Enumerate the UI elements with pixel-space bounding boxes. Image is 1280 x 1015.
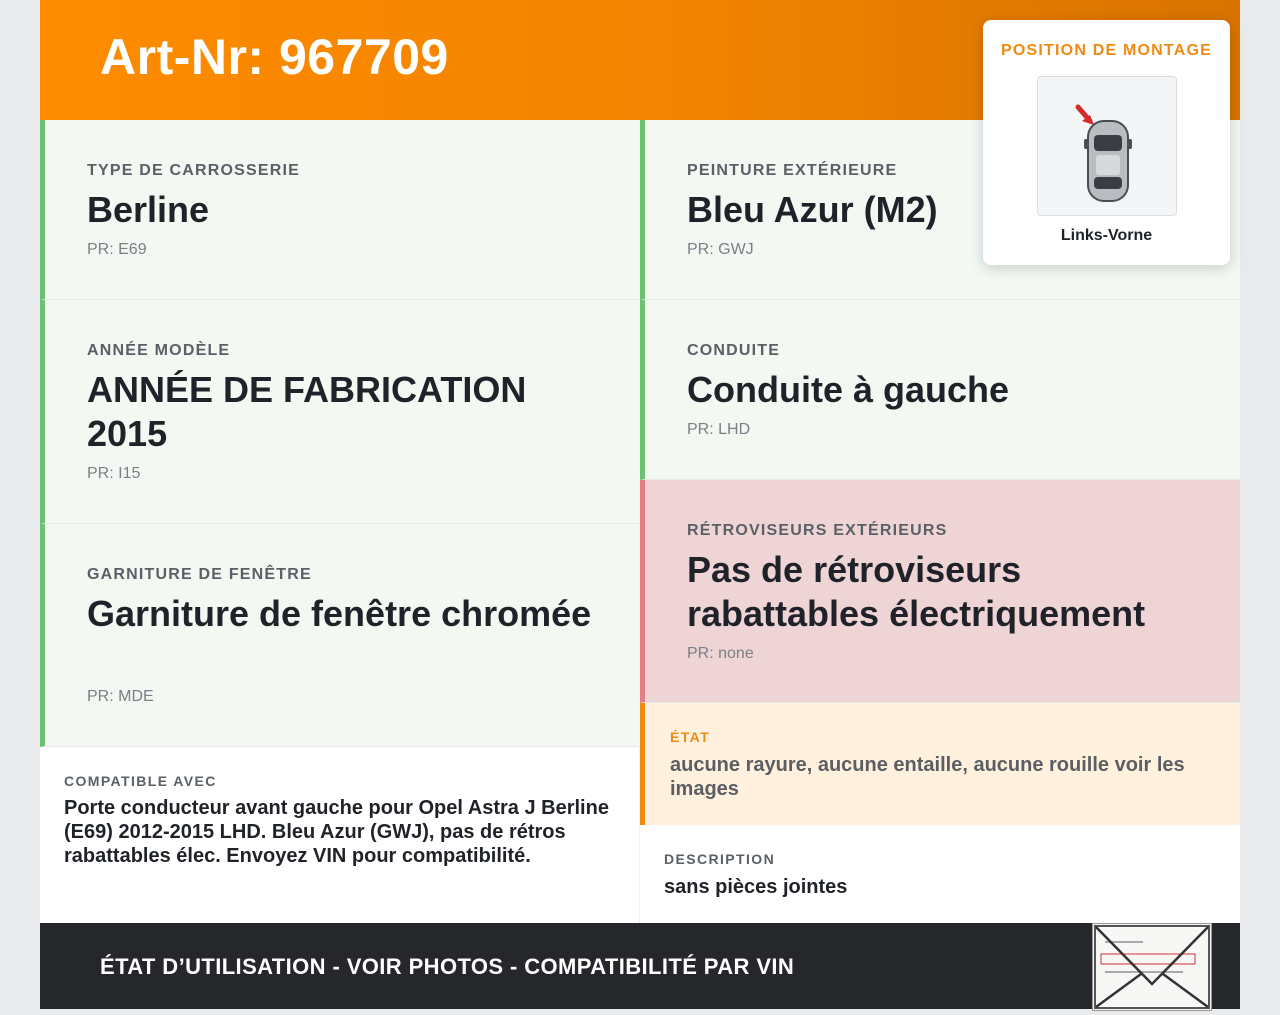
spec-pr-code: PR: I15 xyxy=(87,465,141,482)
spec-body-type xyxy=(40,120,640,300)
product-sheet xyxy=(40,0,1240,1009)
spec-pr-code: PR: LHD xyxy=(687,421,751,438)
spec-window-trim xyxy=(40,524,640,747)
mounting-position-card xyxy=(983,20,1230,265)
spec-pr-code: PR: none xyxy=(687,645,754,662)
spec-mirrors xyxy=(640,480,1240,703)
spec-label: CONDUITE xyxy=(687,342,781,359)
spec-pr-code: PR: E69 xyxy=(87,241,147,258)
spec-label: ANNÉE MODÈLE xyxy=(87,342,231,359)
car-diagram xyxy=(1037,76,1177,216)
document-thumbnail[interactable] xyxy=(1092,923,1212,1011)
footer-bar xyxy=(40,923,1240,1009)
spec-label: PEINTURE EXTÉRIEURE xyxy=(687,162,898,179)
spec-label: TYPE DE CARROSSERIE xyxy=(87,162,301,179)
spec-label: GARNITURE DE FENÊTRE xyxy=(87,566,312,583)
spec-pr-code: PR: GWJ xyxy=(687,241,754,258)
description-section xyxy=(640,825,1240,923)
article-number: Art-Nr: 967709 xyxy=(100,29,449,85)
spec-value: Garniture de fenêtre chromée xyxy=(87,593,592,634)
spec-value: Bleu Azur (M2) xyxy=(687,189,938,230)
description-text: sans pièces jointes xyxy=(664,876,848,898)
spec-model-year xyxy=(40,300,640,524)
mounting-label: POSITION DE MONTAGE xyxy=(1001,42,1212,59)
spec-label: RÉTROVISEURS EXTÉRIEURS xyxy=(687,522,948,539)
condition-text: aucune rayure, aucune entaille, aucune rouille voir les images xyxy=(670,754,1185,800)
description-label: DESCRIPTION xyxy=(664,851,776,867)
spec-drive xyxy=(640,300,1240,480)
spec-value: ANNÉE DE FABRICATION 2015 xyxy=(87,369,527,454)
compatible-section xyxy=(40,747,640,923)
compatible-text: Porte conducteur avant gauche pour Opel Astra J Berline (E69) 2012-2015 LHD. Bleu Azur (GWJ), pas de rétros rabattables élec. Envoyez VIN pour compatibilité. xyxy=(64,797,609,867)
compatible-label: COMPATIBLE AVEC xyxy=(64,773,217,789)
spec-value: Conduite à gauche xyxy=(687,369,1010,410)
condition-label: ÉTAT xyxy=(670,729,711,745)
footer-text: ÉTAT D’UTILISATION - VOIR PHOTOS - COMPATIBILITÉ PAR VIN xyxy=(100,954,795,979)
mounting-position-value: Links-Vorne xyxy=(1060,227,1153,244)
car-top-view-icon xyxy=(1038,77,1176,215)
spec-value: Pas de rétroviseurs rabattables électriquement xyxy=(687,549,1146,634)
envelope-icon xyxy=(1093,924,1211,1010)
spec-pr-code: PR: MDE xyxy=(87,688,154,705)
condition-section xyxy=(640,703,1240,825)
spec-value: Berline xyxy=(87,189,210,230)
